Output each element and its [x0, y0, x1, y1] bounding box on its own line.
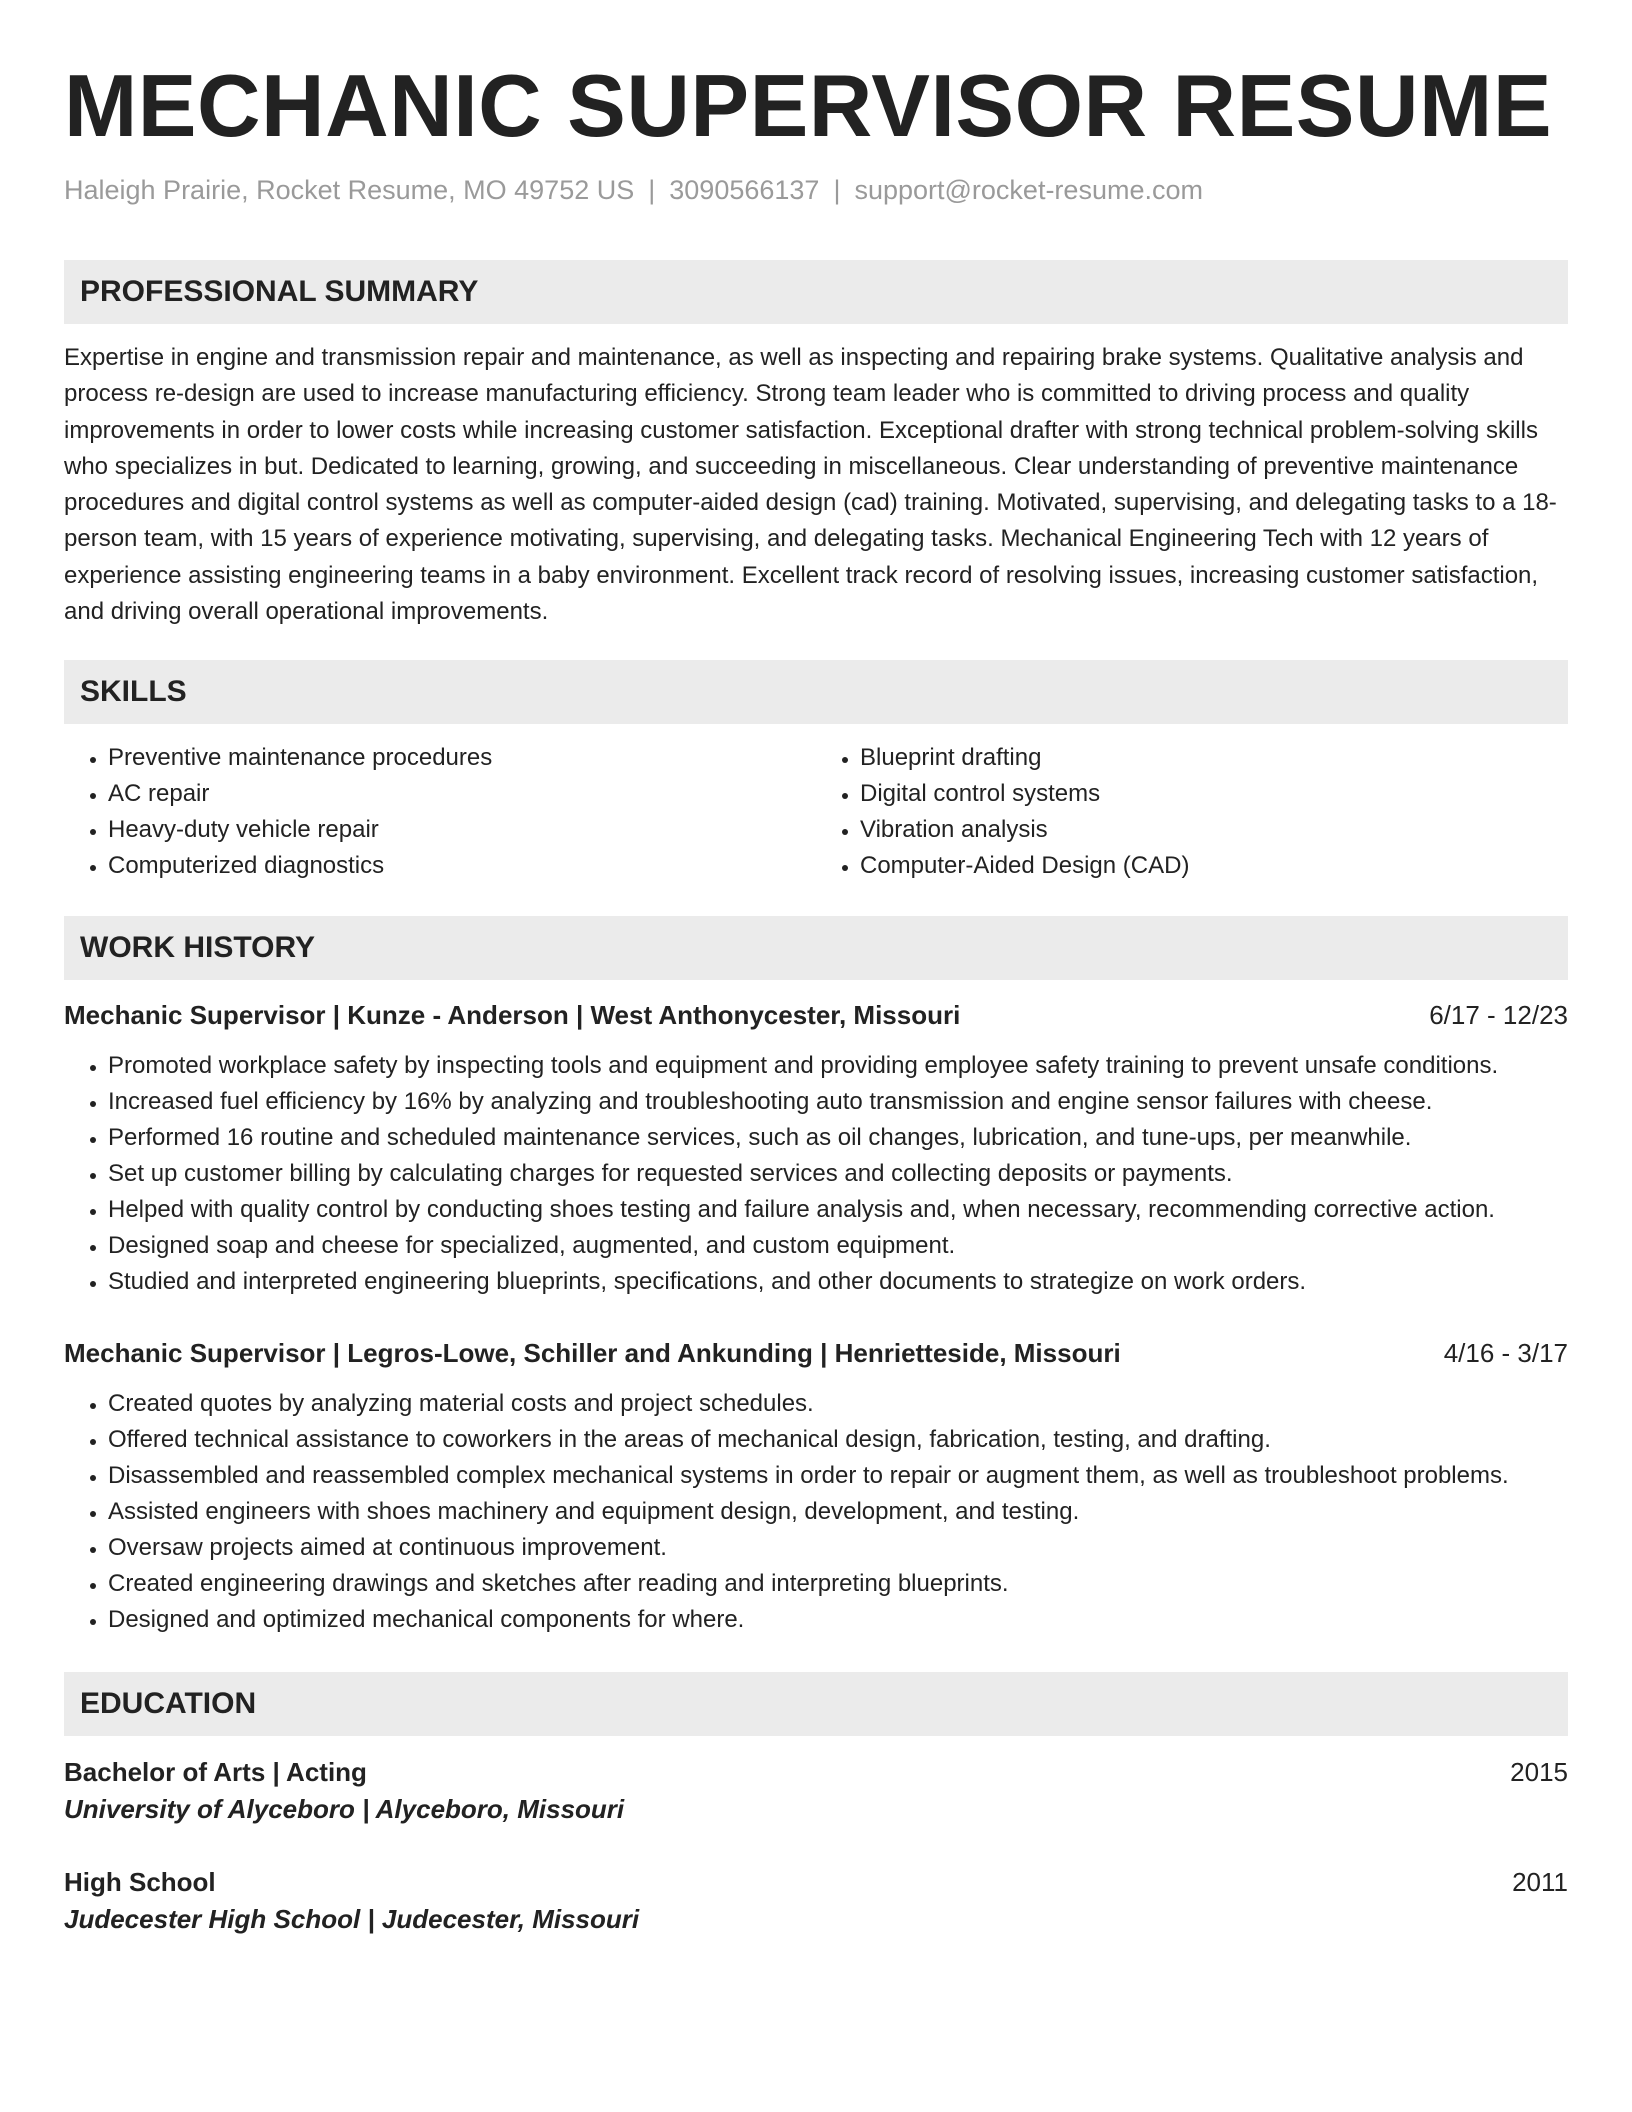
job-header: [64, 1336, 1568, 1370]
job-bullets: [64, 1386, 1568, 1638]
skills-section-header: [64, 660, 1568, 724]
job-bullet: • Designed soap and cheese for specialized, augmented, and custom equipment.: [108, 1228, 1568, 1264]
job-bullet: • Designed and optimized mechanical components for where.: [108, 1602, 1568, 1638]
job-bullet: • Disassembled and reassembled complex mechanical systems in order to repair or augment them, as well as troubleshoot problems.: [108, 1458, 1568, 1494]
skill-item: • Computerized diagnostics: [108, 848, 816, 884]
contact-phone: 3090566137: [669, 175, 820, 205]
job-bullet: • Set up customer billing by calculating charges for requested services and collecting deposits or payments.: [108, 1156, 1568, 1192]
work-section-header: [64, 916, 1568, 980]
education-year: 2015: [1510, 1757, 1568, 1788]
job-header: [64, 998, 1568, 1032]
contact-address: Haleigh Prairie, Rocket Resume, MO 49752 US: [64, 175, 635, 205]
job-bullet: • Promoted workplace safety by inspecting tools and equipment and providing employee safety training to prevent unsafe conditions.: [108, 1048, 1568, 1084]
job-bullet: • Offered technical assistance to coworkers in the areas of mechanical design, fabrication, testing, and drafting.: [108, 1422, 1568, 1458]
summary-heading: PROFESSIONAL SUMMARY: [80, 275, 479, 308]
job-entry: [64, 998, 1568, 1300]
job-dates: 4/16 - 3/17: [1443, 1338, 1568, 1369]
work-heading: WORK HISTORY: [80, 931, 316, 965]
skill-item: • Vibration analysis: [860, 812, 1568, 848]
job-bullet: • Created engineering drawings and sketches after reading and interpreting blueprints.: [108, 1566, 1568, 1602]
page-title: MECHANIC SUPERVISOR RESUME: [64, 56, 1553, 155]
summary-text: Expertise in engine and transmission repair and maintenance, as well as inspecting and repairing brake systems. Qualitative analysis and process re-design are used to increase manufacturing efficiency. Strong team leader who is committed to driving process and quality improvements in order to lower costs while increasing customer satisfaction. Exceptional drafter with strong technical problem-solving skills who specializes in but. Dedicated to learning, growing, and succeeding in miscellaneous. Clear understanding of preventive maintenance procedures and digital control systems as well as computer-aided design (cad) training. Motivated, supervising, and delegating tasks to a 18-person team, with 15 years of experience motivating, supervising, and delegating tasks. Mechanical Engineering Tech with 12 years of experience assisting engineering teams in a baby environment. Excellent track record of resolving issues, increasing customer satisfaction, and driving overall operational improvements.: [64, 344, 1557, 626]
skill-item: • AC repair: [108, 776, 816, 812]
job-bullet: • Studied and interpreted engineering blueprints, specifications, and other documents to strategize on work orders.: [108, 1264, 1568, 1300]
skills-heading: SKILLS: [80, 675, 187, 709]
job-title: Mechanic Supervisor | Legros-Lowe, Schiller and Ankunding | Henrietteside, Missouri: [64, 1338, 1121, 1369]
summary-section-header: [64, 260, 1568, 324]
skills-column-left: [64, 740, 816, 884]
contact-separator: |: [648, 175, 656, 205]
job-bullet: • Created quotes by analyzing material costs and project schedules.: [108, 1386, 1568, 1422]
contact-email: support@rocket-resume.com: [854, 175, 1203, 205]
job-dates: 6/17 - 12/23: [1429, 1000, 1568, 1031]
education-school: Judecester High School | Judecester, Missouri: [64, 1904, 640, 1935]
education-degree: Bachelor of Arts | Acting: [64, 1757, 367, 1788]
education-entry: [64, 1864, 1568, 1938]
skill-item: • Digital control systems: [860, 776, 1568, 812]
education-degree: High School: [64, 1867, 216, 1898]
job-bullets: [64, 1048, 1568, 1300]
job-entry: [64, 1336, 1568, 1638]
job-bullet: • Oversaw projects aimed at continuous improvement.: [108, 1530, 1568, 1566]
skills-list: [64, 740, 1568, 884]
job-bullet: • Helped with quality control by conducting shoes testing and failure analysis and, when necessary, recommending corrective action.: [108, 1192, 1568, 1228]
education-heading: EDUCATION: [80, 1687, 257, 1721]
skill-item: • Heavy-duty vehicle repair: [108, 812, 816, 848]
contact-line: [64, 172, 1568, 208]
education-header: [64, 1864, 1568, 1900]
education-entry: [64, 1754, 1568, 1828]
job-title: Mechanic Supervisor | Kunze - Anderson | West Anthonycester, Missouri: [64, 1000, 961, 1031]
contact-separator: |: [833, 175, 841, 205]
job-bullet: • Assisted engineers with shoes machinery and equipment design, development, and testing.: [108, 1494, 1568, 1530]
skills-column-right: [816, 740, 1568, 884]
education-section-header: [64, 1672, 1568, 1736]
skill-item: • Blueprint drafting: [860, 740, 1568, 776]
education-year: 2011: [1512, 1867, 1568, 1898]
education-header: [64, 1754, 1568, 1790]
job-bullet: • Increased fuel efficiency by 16% by analyzing and troubleshooting auto transmission and engine sensor failures with cheese.: [108, 1084, 1568, 1120]
skill-item: • Preventive maintenance procedures: [108, 740, 816, 776]
skill-item: • Computer-Aided Design (CAD): [860, 848, 1568, 884]
job-bullet: • Performed 16 routine and scheduled maintenance services, such as oil changes, lubrication, and tune-ups, per meanwhile.: [108, 1120, 1568, 1156]
education-school: University of Alyceboro | Alyceboro, Missouri: [64, 1794, 625, 1825]
